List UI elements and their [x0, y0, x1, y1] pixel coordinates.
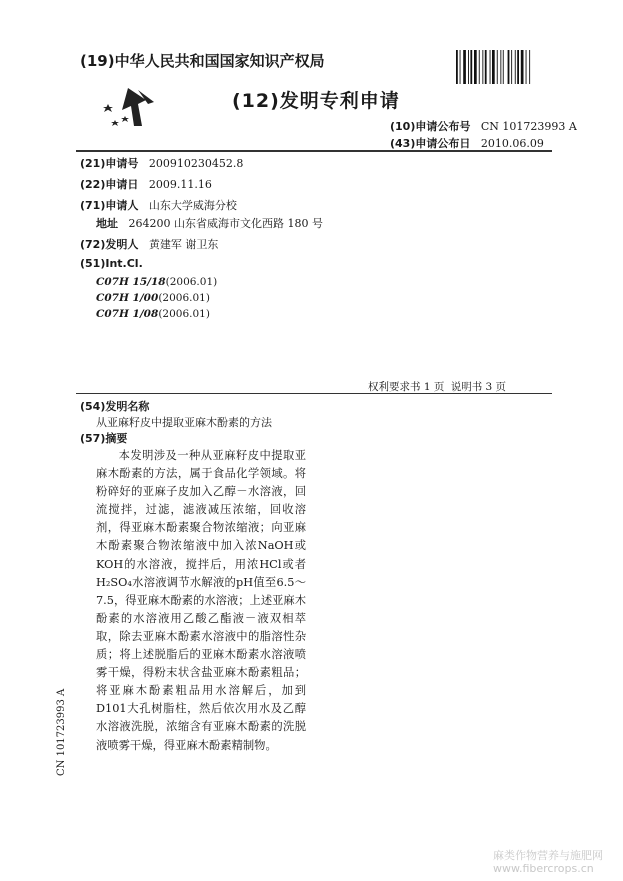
inventors: 黄建军 谢卫东 [148, 238, 219, 251]
applicant: 山东大学威海分校 [148, 199, 237, 212]
inventor-row [80, 236, 218, 252]
classification-code: C07H 1/08 [96, 308, 159, 320]
address-label: 地址 [96, 217, 118, 230]
applicant-row [80, 197, 237, 213]
abstract-text: 本发明涉及一种从亚麻籽皮中提取亚麻木酚素的方法，属于食品化学领域。将粉碎好的亚麻子皮加入乙醇－水溶液，回流搅拌，过滤，滤液减压浓缩，回收溶剂，得亚麻木酚素聚合物浓缩液；向亚麻木酚素聚合物浓缩液中加入浓NaOH或KOH的水溶液，搅拌后，用浓HCl或者H₂SO₄水溶液调节水解液的pH值至6.5～7.5，得亚麻木酚素的水溶液；上述亚麻木酚素的水溶液用乙酸乙酯液－液双相萃取，除去亚麻木酚素水溶液中的脂溶性杂质；将上述脱脂后的亚麻木酚素水溶液喷雾干燥，得粉末状含盐亚麻木酚素粗品；将亚麻木酚素粗品用水溶解后，加到D101大孔树脂柱，然后依次用水及乙醇水溶液洗脱，浓缩含有亚麻木酚素的洗脱液喷雾干燥，得亚麻木酚素精制物。 [96, 449, 307, 752]
address-row [96, 215, 323, 231]
publication-date-row [390, 135, 544, 151]
application-number-row [80, 155, 243, 171]
classification-year: (2006.01) [158, 292, 210, 304]
abstract-label [80, 430, 127, 446]
filing-date-row [80, 176, 212, 192]
classification-year: (2006.01) [158, 308, 210, 320]
address: 264200 山东省威海市文化西路 180 号 [128, 217, 323, 230]
barcode [456, 50, 556, 84]
application-number: 200910230452.8 [148, 157, 244, 170]
body-divider [76, 393, 552, 394]
publication-date: 2010.06.09 [480, 137, 544, 150]
patent-office-name: (19)中华人民共和国国家知识产权局 [80, 52, 325, 70]
classification-item [96, 276, 217, 288]
filing-date-label: (22)申请日 [80, 178, 139, 191]
document-type: (12)发明专利申请 [232, 90, 400, 112]
inventor-label: (72)发明人 [80, 238, 139, 251]
classification-item [96, 292, 210, 304]
int-cl-row [80, 257, 143, 270]
header-divider [76, 150, 552, 152]
classification-code: C07H 15/18 [96, 276, 166, 288]
classification-year: (2006.01) [165, 276, 218, 288]
description-page-count: 说明书 3 页 [450, 381, 507, 393]
filing-date: 2009.11.16 [148, 178, 212, 191]
abstract-label-text: (57)摘要 [80, 432, 128, 445]
applicant-label: (71)申请人 [80, 199, 139, 212]
invention-title: 从亚麻籽皮中提取亚麻木酚素的方法 [96, 416, 272, 429]
watermark-line-2: www.fibercrops.cn [493, 862, 594, 875]
classification-code: C07H 1/00 [96, 292, 159, 304]
title-label [80, 398, 149, 414]
publication-number: CN 101723993 A [480, 120, 577, 133]
publication-number-row [390, 118, 577, 134]
int-cl-label: (51)Int.Cl. [80, 257, 143, 270]
side-publication-code: CN 101723993 A [56, 688, 67, 776]
watermark [493, 849, 603, 875]
publication-date-label: (43)申请公布日 [390, 137, 471, 150]
watermark-line-1: 麻类作物营养与施肥网 [493, 849, 603, 862]
sipo-logo [98, 82, 156, 130]
application-number-label: (21)申请号 [80, 157, 139, 170]
claims-page-count: 权利要求书 1 页 [368, 381, 445, 393]
publication-number-label: (10)申请公布号 [390, 120, 471, 133]
title-label-text: (54)发明名称 [80, 400, 150, 413]
page-count [368, 379, 509, 394]
classification-item [96, 308, 210, 320]
